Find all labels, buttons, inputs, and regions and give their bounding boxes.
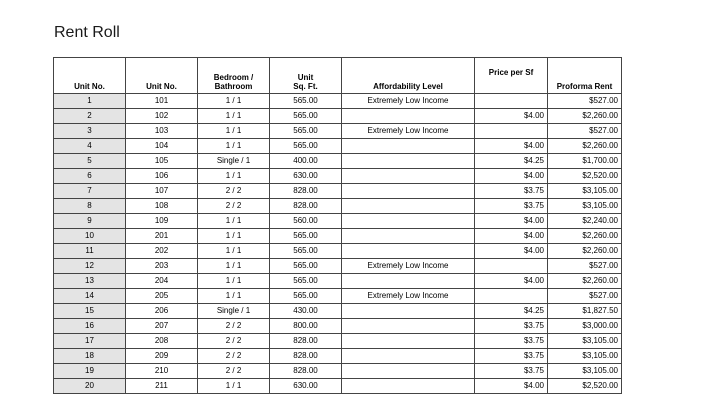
bed-bath-cell: 1 / 1	[198, 94, 270, 109]
price-per-sf-cell: $3.75	[475, 199, 548, 214]
proforma-rent-cell: $2,260.00	[548, 229, 622, 244]
table-row	[54, 334, 622, 349]
header-proforma-rent: Proforma Rent	[548, 58, 622, 94]
bed-bath-cell: 2 / 2	[198, 199, 270, 214]
bed-bath-cell: 1 / 1	[198, 259, 270, 274]
unit-number-cell: 205	[126, 289, 198, 304]
affordability-cell	[342, 379, 475, 394]
price-per-sf-cell: $3.75	[475, 364, 548, 379]
affordability-cell	[342, 109, 475, 124]
unit-number-cell: 102	[126, 109, 198, 124]
row-number-cell: 11	[54, 244, 126, 259]
row-number-cell: 20	[54, 379, 126, 394]
row-number-cell: 10	[54, 229, 126, 244]
row-number-cell: 4	[54, 139, 126, 154]
row-number-cell: 9	[54, 214, 126, 229]
sqft-cell: 565.00	[270, 244, 342, 259]
price-per-sf-cell: $4.00	[475, 109, 548, 124]
table-body	[54, 94, 622, 394]
bed-bath-cell: 1 / 1	[198, 139, 270, 154]
sqft-cell: 565.00	[270, 229, 342, 244]
proforma-rent-cell: $1,827.50	[548, 304, 622, 319]
table-row	[54, 109, 622, 124]
affordability-cell	[342, 244, 475, 259]
bed-bath-cell: 2 / 2	[198, 319, 270, 334]
sqft-cell: 565.00	[270, 259, 342, 274]
row-number-cell: 17	[54, 334, 126, 349]
sqft-cell: 565.00	[270, 94, 342, 109]
price-per-sf-cell: $4.00	[475, 214, 548, 229]
table-row	[54, 274, 622, 289]
bed-bath-cell: 1 / 1	[198, 124, 270, 139]
price-per-sf-cell: $4.00	[475, 244, 548, 259]
table-row	[54, 319, 622, 334]
unit-number-cell: 206	[126, 304, 198, 319]
price-per-sf-cell: $4.00	[475, 229, 548, 244]
proforma-rent-cell: $3,105.00	[548, 334, 622, 349]
page-title: Rent Roll	[54, 24, 120, 41]
price-per-sf-cell: $3.75	[475, 184, 548, 199]
unit-number-cell: 101	[126, 94, 198, 109]
sqft-cell: 400.00	[270, 154, 342, 169]
sqft-cell: 565.00	[270, 274, 342, 289]
bed-bath-cell: 1 / 1	[198, 379, 270, 394]
proforma-rent-cell: $527.00	[548, 94, 622, 109]
table-row	[54, 289, 622, 304]
price-per-sf-cell: $3.75	[475, 349, 548, 364]
proforma-rent-cell: $2,240.00	[548, 214, 622, 229]
proforma-rent-cell: $2,260.00	[548, 109, 622, 124]
table-row	[54, 244, 622, 259]
table-row	[54, 304, 622, 319]
table-row	[54, 259, 622, 274]
rent-roll-table	[53, 57, 622, 394]
header-line: Sq. Ft.	[293, 82, 318, 91]
table-row	[54, 349, 622, 364]
header-affordability-level: Affordability Level	[342, 58, 475, 94]
sqft-cell: 565.00	[270, 289, 342, 304]
bed-bath-cell: 2 / 2	[198, 349, 270, 364]
sqft-cell: 560.00	[270, 214, 342, 229]
row-number-cell: 7	[54, 184, 126, 199]
bed-bath-cell: 2 / 2	[198, 334, 270, 349]
bed-bath-cell: 1 / 1	[198, 289, 270, 304]
price-per-sf-cell: $4.25	[475, 154, 548, 169]
unit-number-cell: 210	[126, 364, 198, 379]
price-per-sf-cell: $4.25	[475, 304, 548, 319]
unit-number-cell: 208	[126, 334, 198, 349]
unit-number-cell: 211	[126, 379, 198, 394]
price-per-sf-cell: $4.00	[475, 274, 548, 289]
proforma-rent-cell: $2,260.00	[548, 244, 622, 259]
table-header-row	[54, 58, 622, 94]
price-per-sf-cell	[475, 289, 548, 304]
bed-bath-cell: 2 / 2	[198, 364, 270, 379]
sqft-cell: 828.00	[270, 364, 342, 379]
sqft-cell: 630.00	[270, 379, 342, 394]
proforma-rent-cell: $3,105.00	[548, 349, 622, 364]
table-row	[54, 154, 622, 169]
proforma-rent-cell: $527.00	[548, 124, 622, 139]
unit-number-cell: 106	[126, 169, 198, 184]
affordability-cell	[342, 184, 475, 199]
bed-bath-cell: Single / 1	[198, 304, 270, 319]
sqft-cell: 800.00	[270, 319, 342, 334]
price-per-sf-cell	[475, 259, 548, 274]
affordability-cell: Extremely Low Income	[342, 124, 475, 139]
bed-bath-cell: 1 / 1	[198, 244, 270, 259]
proforma-rent-cell: $1,700.00	[548, 154, 622, 169]
table-row	[54, 364, 622, 379]
unit-number-cell: 203	[126, 259, 198, 274]
header-row-number: Unit No.	[54, 58, 126, 94]
header-unit-number: Unit No.	[126, 58, 198, 94]
price-per-sf-cell: $4.00	[475, 379, 548, 394]
price-per-sf-cell	[475, 94, 548, 109]
table-row	[54, 214, 622, 229]
unit-number-cell: 207	[126, 319, 198, 334]
unit-number-cell: 108	[126, 199, 198, 214]
sqft-cell: 565.00	[270, 139, 342, 154]
affordability-cell	[342, 334, 475, 349]
price-per-sf-cell: $4.00	[475, 169, 548, 184]
sqft-cell: 630.00	[270, 169, 342, 184]
affordability-cell	[342, 229, 475, 244]
unit-number-cell: 103	[126, 124, 198, 139]
unit-number-cell: 204	[126, 274, 198, 289]
table-row	[54, 124, 622, 139]
row-number-cell: 1	[54, 94, 126, 109]
table-row	[54, 169, 622, 184]
sqft-cell: 828.00	[270, 184, 342, 199]
unit-number-cell: 104	[126, 139, 198, 154]
sqft-cell: 828.00	[270, 334, 342, 349]
affordability-cell	[342, 199, 475, 214]
unit-number-cell: 209	[126, 349, 198, 364]
table-row	[54, 199, 622, 214]
row-number-cell: 16	[54, 319, 126, 334]
bed-bath-cell: 1 / 1	[198, 109, 270, 124]
bed-bath-cell: 1 / 1	[198, 274, 270, 289]
proforma-rent-cell: $527.00	[548, 289, 622, 304]
row-number-cell: 13	[54, 274, 126, 289]
row-number-cell: 5	[54, 154, 126, 169]
proforma-rent-cell: $2,520.00	[548, 379, 622, 394]
affordability-cell	[342, 169, 475, 184]
unit-number-cell: 202	[126, 244, 198, 259]
proforma-rent-cell: $2,520.00	[548, 169, 622, 184]
proforma-rent-cell: $2,260.00	[548, 274, 622, 289]
sqft-cell: 828.00	[270, 349, 342, 364]
header-line: Bathroom	[214, 82, 253, 91]
table-row	[54, 379, 622, 394]
affordability-cell	[342, 304, 475, 319]
header-price-per-sf: Price per Sf	[475, 58, 548, 94]
header-line: Unit	[297, 73, 314, 82]
price-per-sf-cell: $3.75	[475, 334, 548, 349]
row-number-cell: 18	[54, 349, 126, 364]
sqft-cell: 565.00	[270, 109, 342, 124]
affordability-cell	[342, 154, 475, 169]
row-number-cell: 15	[54, 304, 126, 319]
sqft-cell: 565.00	[270, 124, 342, 139]
unit-number-cell: 109	[126, 214, 198, 229]
bed-bath-cell: 1 / 1	[198, 214, 270, 229]
proforma-rent-cell: $3,105.00	[548, 199, 622, 214]
unit-number-cell: 201	[126, 229, 198, 244]
affordability-cell	[342, 364, 475, 379]
proforma-rent-cell: $3,000.00	[548, 319, 622, 334]
header-unit-sqft	[270, 58, 342, 94]
bed-bath-cell: Single / 1	[198, 154, 270, 169]
unit-number-cell: 107	[126, 184, 198, 199]
affordability-cell: Extremely Low Income	[342, 259, 475, 274]
header-bedroom-bathroom	[198, 58, 270, 94]
bed-bath-cell: 1 / 1	[198, 229, 270, 244]
affordability-cell	[342, 319, 475, 334]
affordability-cell: Extremely Low Income	[342, 94, 475, 109]
row-number-cell: 3	[54, 124, 126, 139]
affordability-cell	[342, 349, 475, 364]
unit-number-cell: 105	[126, 154, 198, 169]
row-number-cell: 14	[54, 289, 126, 304]
row-number-cell: 2	[54, 109, 126, 124]
table-row	[54, 94, 622, 109]
price-per-sf-cell: $4.00	[475, 139, 548, 154]
table-row	[54, 184, 622, 199]
header-line: Bedroom /	[213, 73, 254, 82]
table-row	[54, 229, 622, 244]
sqft-cell: 828.00	[270, 199, 342, 214]
price-per-sf-cell	[475, 124, 548, 139]
bed-bath-cell: 1 / 1	[198, 169, 270, 184]
table-row	[54, 139, 622, 154]
sqft-cell: 430.00	[270, 304, 342, 319]
row-number-cell: 19	[54, 364, 126, 379]
proforma-rent-cell: $2,260.00	[548, 139, 622, 154]
row-number-cell: 6	[54, 169, 126, 184]
price-per-sf-cell: $3.75	[475, 319, 548, 334]
proforma-rent-cell: $3,105.00	[548, 364, 622, 379]
row-number-cell: 8	[54, 199, 126, 214]
affordability-cell	[342, 274, 475, 289]
proforma-rent-cell: $527.00	[548, 259, 622, 274]
affordability-cell	[342, 214, 475, 229]
affordability-cell: Extremely Low Income	[342, 289, 475, 304]
bed-bath-cell: 2 / 2	[198, 184, 270, 199]
proforma-rent-cell: $3,105.00	[548, 184, 622, 199]
row-number-cell: 12	[54, 259, 126, 274]
affordability-cell	[342, 139, 475, 154]
